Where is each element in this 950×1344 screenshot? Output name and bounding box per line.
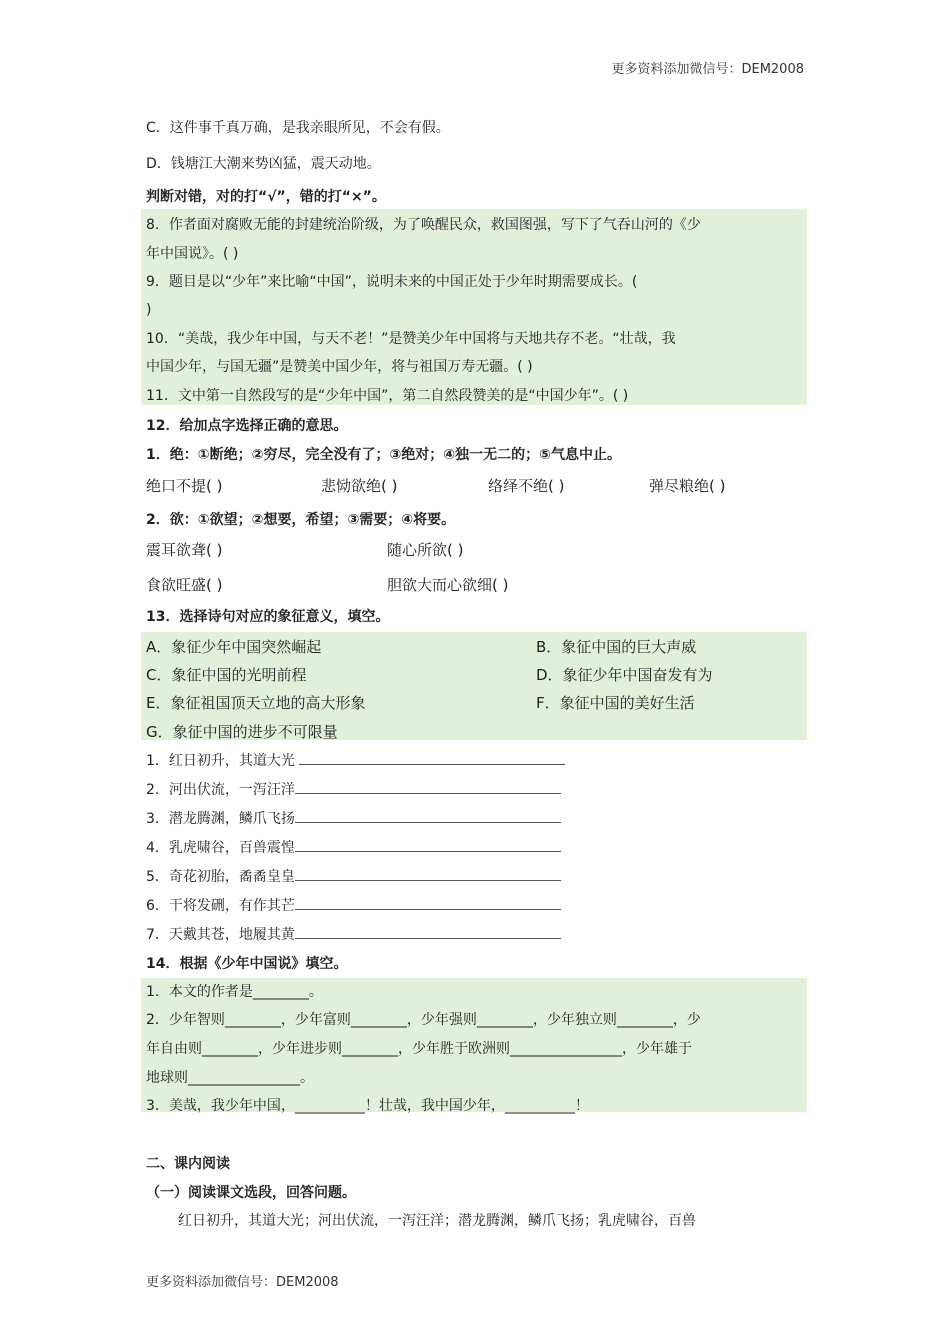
q13-heading: 13．选择诗句对应的象征意义，填空。 [146,609,390,625]
q13-line-text: 7．天戴其苍，地履其黄 [146,927,295,943]
sub2-item: 随心所欲( ) [387,541,464,559]
q8-line2: 年中国说》。( ) [146,246,239,262]
q13-line [146,895,561,916]
option-d: D．钱塘江大潮来势凶猛，震天动地。 [146,156,381,172]
answer-blank[interactable] [295,895,561,910]
q9-line2: ) [146,302,152,318]
q12-sub1: 1．绝：①断绝；②穷尽，完全没有了；③绝对；④独一无二的；⑤气息中止。 [146,447,622,463]
answer-blank[interactable] [295,808,561,823]
sub1-item: 络绎不绝( ) [488,477,565,495]
q8-line1: 8．作者面对腐败无能的封建统治阶级，为了唤醒民众，救国图强，写下了气吞山河的《少 [146,217,701,233]
option-a: A．象征少年中国突然崛起 [146,638,322,656]
q14-line3: 3．美哉，我少年中国，__________！壮哉，我中国少年，__________！ [146,1098,589,1114]
q13-line [146,808,561,829]
sub1-item: 弹尽粮绝( ) [649,477,726,495]
q14-line2a: 2．少年智则________，少年富则________，少年强则________，少年独立则________，少 [146,1012,701,1028]
answer-blank[interactable] [295,866,561,881]
q13-line [146,750,565,771]
passage-line: 红日初升，其道大光；河出伏流，一泻汪洋；潜龙腾渊，鳞爪飞扬；乳虎啸谷，百兽 [178,1213,696,1229]
q10-line1: 10．“美哉，我少年中国，与天不老！”是赞美少年中国将与天地共存不老。“壮哉，我 [146,331,676,347]
q14-heading: 14．根据《少年中国说》填空。 [146,956,348,972]
q12-sub2: 2．欲：①欲望；②想要，希望；③需要；④将要。 [146,512,456,528]
option-d: D．象征少年中国奋发有为 [536,666,713,684]
q13-line-text: 4．乳虎啸谷，百兽震惶 [146,840,295,856]
option-g: G．象征中国的进步不可限量 [146,723,338,741]
q10-line2: 中国少年，与国无疆”是赞美中国少年，将与祖国万寿无疆。( ) [146,359,533,375]
option-c: C．这件事千真万确，是我亲眼所见，不会有假。 [146,120,450,136]
q12-heading: 12．给加点字选择正确的意思。 [146,418,348,434]
answer-blank[interactable] [299,750,565,765]
footer-note: 更多资料添加微信号：DEM2008 [146,1275,339,1290]
judge-heading: 判断对错，对的打“√”，错的打“×”。 [146,189,386,205]
q14-line2c: 地球则________________。 [146,1070,314,1086]
option-b: B．象征中国的巨大声威 [536,638,697,656]
answer-blank[interactable] [295,779,561,794]
q13-line [146,924,561,945]
q13-line [146,779,561,800]
q13-line-text: 5．奇花初胎，矞矞皇皇 [146,869,295,885]
section2-heading: 二、课内阅读 [146,1156,230,1172]
header-note: 更多资料添加微信号：DEM2008 [611,62,804,77]
q11-line: 11．文中第一自然段写的是“少年中国”，第二自然段赞美的是“中国少年”。( ) [146,388,629,404]
sub2-item: 震耳欲聋( ) [146,541,223,559]
q13-line-text: 6．干将发硎，有作其芒 [146,898,295,914]
q13-line-text: 3．潜龙腾渊，鳞爪飞扬 [146,811,295,827]
answer-blank[interactable] [295,837,561,852]
option-c: C．象征中国的光明前程 [146,666,307,684]
q9-line1: 9．题目是以“少年”来比喻“中国”，说明未来的中国正处于少年时期需要成长。( [146,274,638,290]
sub2-item: 胆欲大而心欲细( ) [387,576,509,594]
section2-sub: （一）阅读课文选段，回答问题。 [146,1185,356,1201]
q13-line-text: 1．红日初升，其道大光 [146,753,295,769]
option-f: F．象征中国的美好生活 [536,694,695,712]
q13-line [146,866,561,887]
q14-line2b: 年自由则________，少年进步则________，少年胜于欧洲则________________，少年雄于 [146,1041,692,1057]
answer-blank[interactable] [295,924,561,939]
sub1-item: 悲恸欲绝( ) [321,477,398,495]
sub1-item: 绝口不提( ) [146,477,223,495]
option-e: E．象征祖国顶天立地的高大形象 [146,694,366,712]
q13-line [146,837,561,858]
q13-line-text: 2．河出伏流，一泻汪洋 [146,782,295,798]
q14-line1: 1．本文的作者是________。 [146,984,323,1000]
sub2-item: 食欲旺盛( ) [146,576,223,594]
